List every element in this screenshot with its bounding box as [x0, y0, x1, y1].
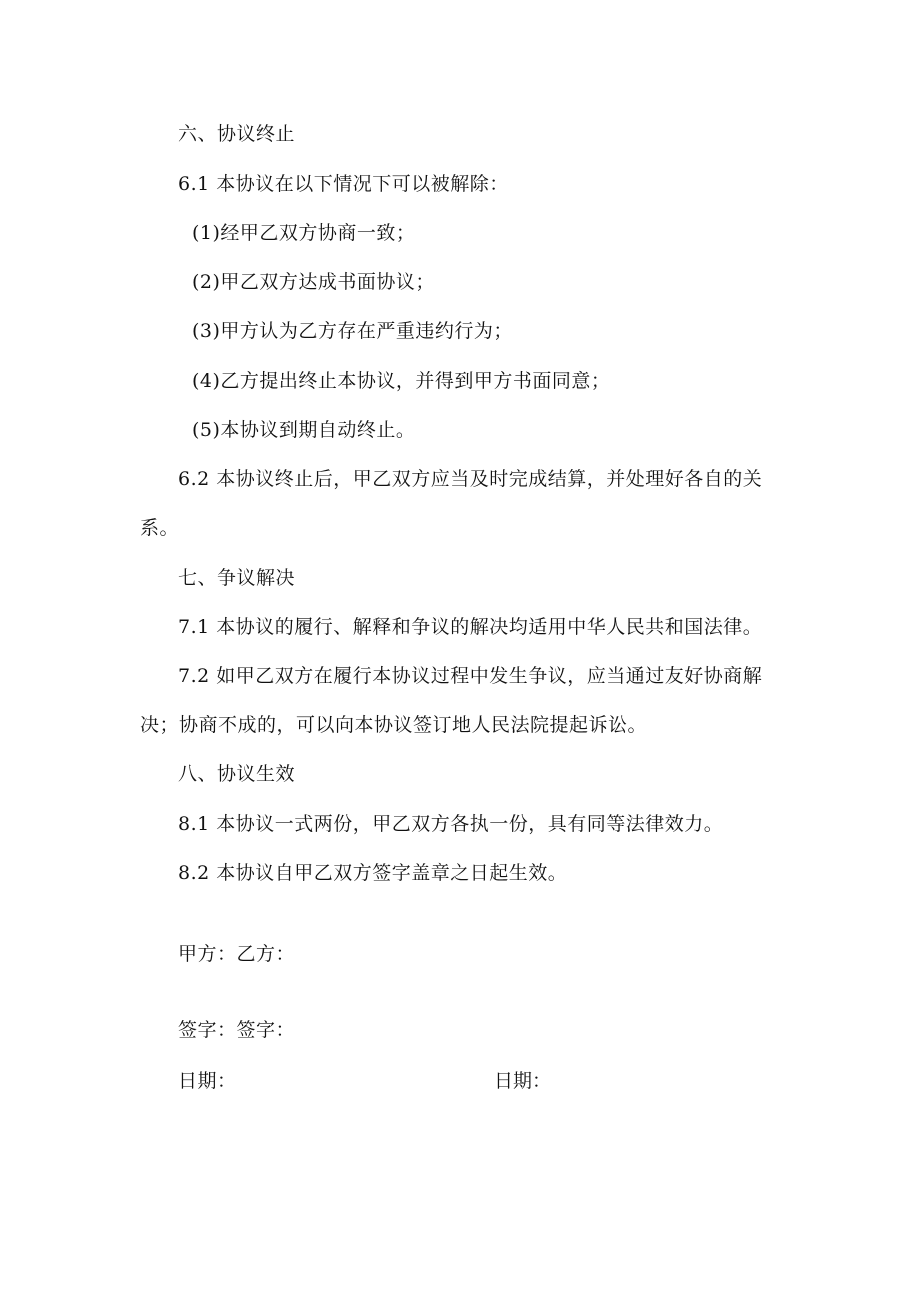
section8-heading: 八、协议生效: [178, 763, 296, 785]
clause-7-2-line2: 决；协商不成的，可以向本协议签订地人民法院提起诉讼。: [140, 714, 648, 736]
clause-6-2-line2: 系。: [140, 517, 180, 539]
list-item: (4)乙方提出终止本协议，并得到甲方书面同意；: [192, 370, 611, 392]
list-item: (1)经甲乙双方协商一致；: [192, 222, 416, 244]
section7-heading: 七、争议解决: [178, 567, 296, 589]
list-item: (3)甲方认为乙方存在严重违约行为；: [192, 320, 513, 342]
date-left: 日期：: [178, 1070, 237, 1092]
signature-signs: 签字：签字：: [178, 1019, 296, 1041]
clause-8-1: 8.1 本协议一式两份，甲乙双方各执一份，具有同等法律效力。: [178, 813, 724, 835]
clause-7-2-line1: 7.2 如甲乙双方在履行本协议过程中发生争议，应当通过友好协商解: [178, 665, 763, 687]
date-right: 日期：: [494, 1070, 552, 1092]
list-item: (2)甲乙双方达成书面协议；: [192, 271, 435, 293]
list-item: (5)本协议到期自动终止。: [192, 419, 416, 441]
clause-8-2: 8.2 本协议自甲乙双方签字盖章之日起生效。: [178, 862, 568, 884]
signature-parties: 甲方：乙方：: [178, 943, 296, 965]
clause-6-1: 6.1 本协议在以下情况下可以被解除：: [178, 173, 509, 195]
section6-heading: 六、协议终止: [178, 123, 296, 145]
clause-6-2-line1: 6.2 本协议终止后，甲乙双方应当及时完成结算，并处理好各自的关: [178, 468, 763, 490]
clause-7-1: 7.1 本协议的履行、解释和争议的解决均适用中华人民共和国法律。: [178, 616, 763, 638]
